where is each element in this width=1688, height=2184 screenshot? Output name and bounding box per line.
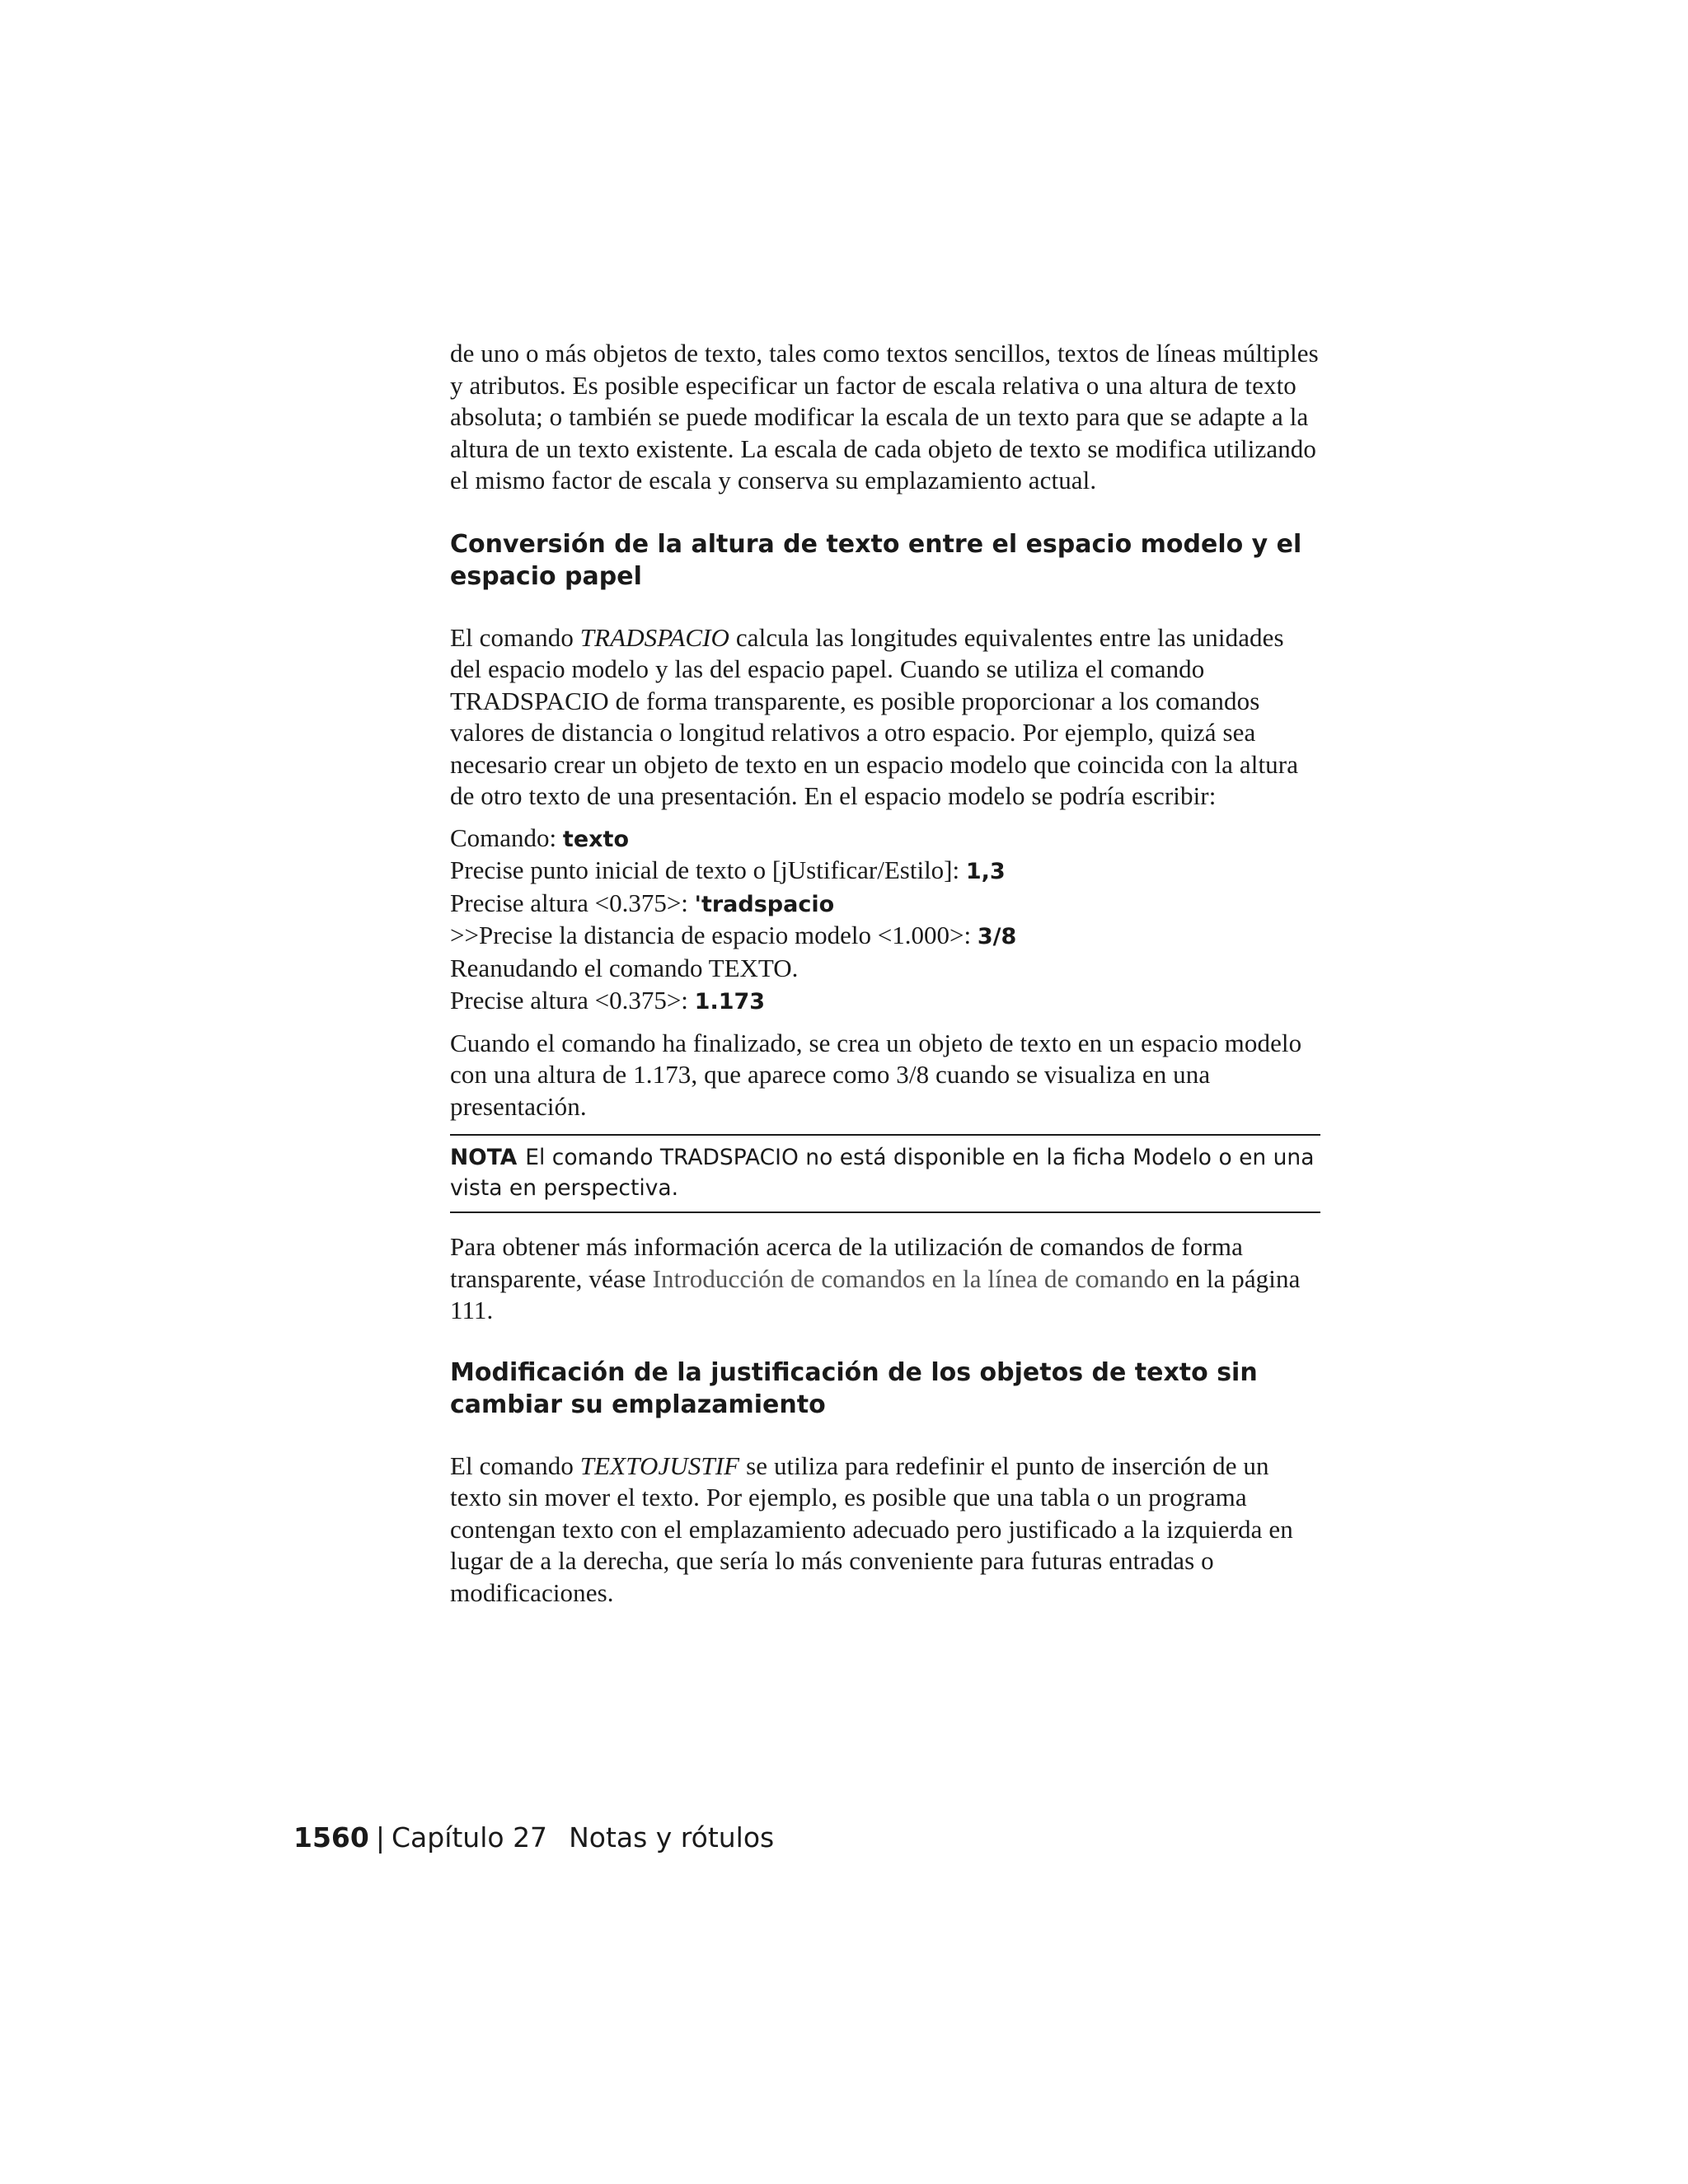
paragraph-text: El comando xyxy=(450,1451,580,1480)
page-number: 1560 xyxy=(293,1821,369,1854)
paragraph-text: Para obtener más información acerca de la utilización de comandos de forma transparente, véase xyxy=(450,1232,1243,1293)
section-heading-tradspacio: Conversión de la altura de texto entre el espacio modelo y el espacio papel xyxy=(450,529,1302,591)
command-name-textojustif: TEXTOJUSTIF xyxy=(579,1451,740,1480)
command-input: 'tradspacio xyxy=(694,891,835,917)
command-prompt: Precise punto inicial de texto o [jUstificar/Estilo]: xyxy=(450,855,966,884)
command-sequence xyxy=(450,823,1320,1018)
command-line xyxy=(450,953,1320,986)
note-label: NOTA xyxy=(450,1145,518,1170)
command-line xyxy=(450,888,1320,921)
command-line xyxy=(450,985,1320,1018)
command-prompt: Reanudando el comando TEXTO. xyxy=(450,953,799,982)
command-line xyxy=(450,823,1320,855)
paragraph-text: calcula las longitudes equivalentes entre las unidades del espacio modelo y las del espacio papel. Cuando se utiliza el comando TRADSPACIO de forma transparente, es posible proporcionar a los comandos valores de distancia o longitud relativos a otro espacio. Por ejemplo, quizá sea necesario crear un objeto de texto en un espacio modelo que coincida con la altura de otro texto de una presentación. En el espacio modelo se podría escribir: xyxy=(450,622,1299,810)
command-input: 3/8 xyxy=(977,924,1017,949)
command-input: texto xyxy=(562,826,630,852)
page-content xyxy=(450,338,1320,1609)
command-input: 1,3 xyxy=(965,859,1006,884)
cross-reference-link[interactable]: Introducción de comandos en la línea de comando xyxy=(652,1263,1170,1293)
paragraph-result: Cuando el comando ha finalizado, se crea un objeto de texto en un espacio modelo con una altura de 1.173, que aparece como 3/8 cuando se visualiza en una presentación. xyxy=(450,1028,1302,1121)
paragraph-text: se utiliza para redefinir el punto de inserción de un texto sin mover el texto. Por ejemplo, es posible que una tabla o un programa contengan texto con el emplazamiento adecuado pero justificado a la izquierda en lugar de a la derecha, que sería lo más conveniente para futuras entradas o modificaciones. xyxy=(450,1451,1293,1607)
chapter-label: Capítulo 27 xyxy=(391,1821,548,1854)
footer-separator: | xyxy=(375,1821,385,1854)
command-prompt: >>Precise la distancia de espacio modelo <1.000>: xyxy=(450,921,978,949)
chapter-title: Notas y rótulos xyxy=(569,1821,775,1854)
page-footer xyxy=(293,1820,774,1856)
command-prompt: Comando: xyxy=(450,823,563,852)
paragraph-tradspacio-description xyxy=(450,622,1320,813)
note-box xyxy=(450,1134,1320,1213)
paragraph-more-info xyxy=(450,1231,1320,1327)
command-name-tradspacio: TRADSPACIO xyxy=(579,622,730,652)
command-prompt: Precise altura <0.375>: xyxy=(450,986,695,1015)
command-line xyxy=(450,920,1320,953)
paragraph-text: en la página 111. xyxy=(450,1263,1301,1324)
command-input: 1.173 xyxy=(694,989,766,1015)
command-line xyxy=(450,855,1320,888)
paragraph-textojustif-description xyxy=(450,1451,1320,1610)
section-heading-textojustif: Modificación de la justificación de los objetos de texto sin cambiar su emplazamiento xyxy=(450,1357,1258,1419)
command-prompt: Precise altura <0.375>: xyxy=(450,888,695,917)
note-text: El comando TRADSPACIO no está disponible en la ficha Modelo o en una vista en perspectiva. xyxy=(450,1145,1315,1201)
intro-paragraph: de uno o más objetos de texto, tales como textos sencillos, textos de líneas múltiples y atributos. Es posible especificar un factor de escala relativa o una altura de texto absoluta; o también se puede modificar la escala de un texto para que se adapte a la altura de un texto existente. La escala de cada objeto de texto se modifica utilizando el mismo factor de escala y conserva su emplazamiento actual. xyxy=(450,339,1319,494)
paragraph-text: El comando xyxy=(450,622,580,652)
